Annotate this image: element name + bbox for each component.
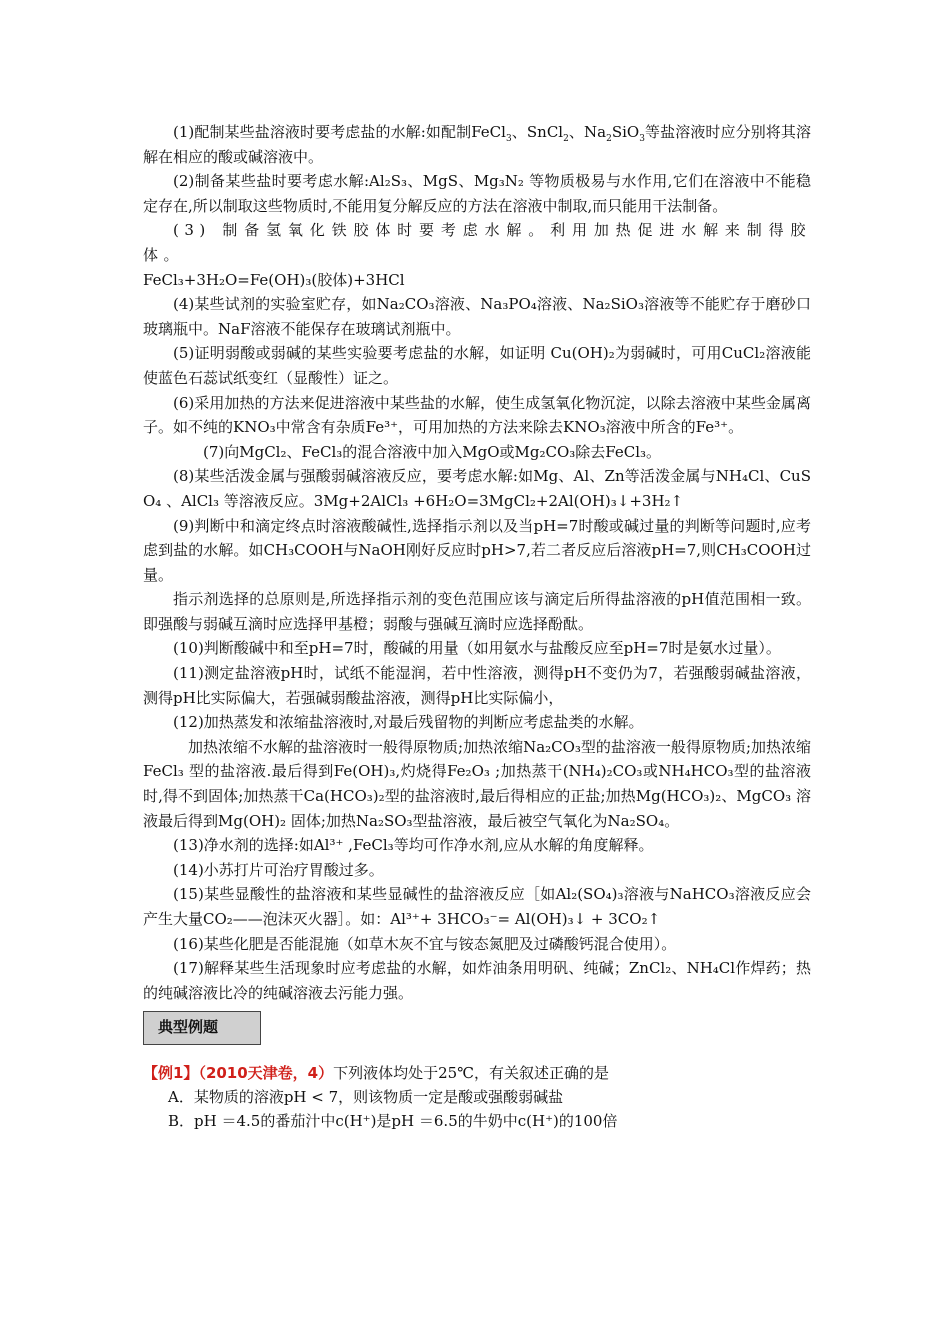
example-question: 下列液体均处于25℃，有关叙述正确的是: [333, 1064, 609, 1083]
example-source: （2010天津卷，4）: [198, 1064, 334, 1083]
document-body: [143, 120, 811, 1133]
section-heading: 典型例题: [143, 1011, 261, 1045]
paragraph-3-equation: FeCl₃+3H₂O=Fe(OH)₃(胶体)+3HCl: [143, 270, 405, 289]
paragraph-3: (3) 制备氢氧化铁胶体时要考虑水解。利用加热促进水解来制得胶体。: [143, 221, 811, 264]
paragraph-6: (6)采用加热的方法来促进溶液中某些盐的水解，使生成氢氧化物沉淀，以除去溶液中某些金属离子。如不纯的KNO₃中常含有杂质Fe³⁺，可用加热的方法来除去KNO₃溶液中所含的Fe³⁺。: [143, 393, 811, 437]
paragraph-17: (17)解释某些生活现象时应考虑盐的水解，如炸油条用明矾、纯碱；ZnCl₂、NH₄Cl作焊药；热的纯碱溶液比冷的纯碱溶液去污能力强。: [143, 959, 811, 1002]
paragraph-14: (14)小苏打片可治疗胃酸过多。: [173, 860, 384, 879]
paragraph-1: (1)配制某些盐溶液时要考虑盐的水解:如配制FeCl$_3$、SnCl$_2$、$Na_2SiO_3$等盐溶液时应分别将其溶解在相应的酸或碱溶液中。: [143, 123, 811, 166]
paragraph-11: (11)测定盐溶液pH时，试纸不能湿润，若中性溶液，测得pH不变仍为7，若强酸弱碱盐溶液，测得pH比实际偏大，若强碱弱酸盐溶液，测得pH比实际偏小，: [143, 664, 811, 707]
example-heading: [143, 1061, 811, 1085]
paragraph-9: (9)判断中和滴定终点时溶液酸碱性,选择指示剂以及当pH=7时酸或碱过量的判断等问题时,应考虑到盐的水解。如CH₃COOH与NaOH刚好反应时pH>7,若二者反应后溶液pH=7,则CH₃COOH过量。: [143, 516, 811, 584]
paragraph-10: (10)判断酸碱中和至pH=7时，酸碱的用量（如用氨水与盐酸反应至pH=7时是氨水过量）。: [173, 639, 781, 658]
paragraph-8: (8)某些活泼金属与强酸弱碱溶液反应，要考虑水解:如Mg、Al、Zn等活泼金属与NH₄Cl、CuSO₄ 、AlCl₃ 等溶液反应。3Mg+2AlCl₃ +6H₂O=3MgCl₂+2Al(OH)₃↓+3H₂↑: [143, 467, 811, 510]
paragraph-9b: 指示剂选择的总原则是,所选择指示剂的变色范围应该与滴定后所得盐溶液的pH值范围相一致。即强酸与弱碱互滴时应选择甲基橙；弱酸与强碱互滴时应选择酚酞。: [143, 590, 811, 633]
paragraph-2: (2)制备某些盐时要考虑水解:Al₂S₃、MgS、Mg₃N₂ 等物质极易与水作用,它们在溶液中不能稳定存在,所以制取这些物质时,不能用复分解反应的方法在溶液中制取,而只能用干法制备。: [143, 172, 811, 215]
paragraph-16: (16)某些化肥是否能混施（如草木灰不宜与铵态氮肥及过磷酸钙混合使用）。: [173, 934, 677, 953]
paragraph-15: (15)某些显酸性的盐溶液和某些显碱性的盐溶液反应［如Al₂(SO₄)₃溶液与NaHCO₃溶液反应会产生大量CO₂——泡沫灭火器］。如：Al³⁺+ 3HCO₃⁻= Al(OH)₃↓ + 3CO₂↑: [143, 885, 811, 928]
paragraph-12: (12)加热蒸发和浓缩盐溶液时,对最后残留物的判断应考虑盐类的水解。: [173, 713, 644, 732]
paragraph-5: (5)证明弱酸或弱碱的某些实验要考虑盐的水解，如证明 Cu(OH)₂为弱碱时，可用CuCl₂溶液能使蓝色石蕊试纸变红（显酸性）证之。: [143, 344, 811, 387]
paragraph-4: (4)某些试剂的实验室贮存，如Na₂CO₃溶液、Na₃PO₄溶液、Na₂SiO₃溶液等不能贮存于磨砂口玻璃瓶中。NaF溶液不能保存在玻璃试剂瓶中。: [143, 295, 811, 338]
paragraph-13: (13)净水剂的选择:如Al³⁺ ,FeCl₃等均可作净水剂,应从水解的角度解释。: [173, 836, 654, 855]
option-b: B．pH ＝4.5的番茄汁中c(H⁺)是pH ＝6.5的牛奶中c(H⁺)的100倍: [168, 1112, 618, 1131]
example-label: 【例1】: [143, 1064, 199, 1083]
option-a: A．某物质的溶液pH < 7，则该物质一定是酸或强酸弱碱盐: [168, 1088, 564, 1107]
paragraph-12b: 加热浓缩不水解的盐溶液时一般得原物质;加热浓缩Na₂CO₃型的盐溶液一般得原物质;加热浓缩FeCl₃ 型的盐溶液.最后得到Fe(OH)₃,灼烧得Fe₂O₃ ;加热蒸干(NH₄)₂CO₃或NH₄HCO₃型的盐溶液时,得不到固体;加热蒸干Ca(HCO₃)₂型的盐溶液时,最后得相应的正盐;加热Mg(HCO₃)₂、MgCO₃ 溶液最后得到Mg(OH)₂ 固体;加热Na₂SO₃型盐溶液，最后被空气氧化为Na₂SO₄。: [143, 737, 811, 830]
paragraph-7: (7)向MgCl₂、FeCl₃的混合溶液中加入MgO或Mg₂CO₃除去FeCl₃。: [203, 442, 662, 461]
